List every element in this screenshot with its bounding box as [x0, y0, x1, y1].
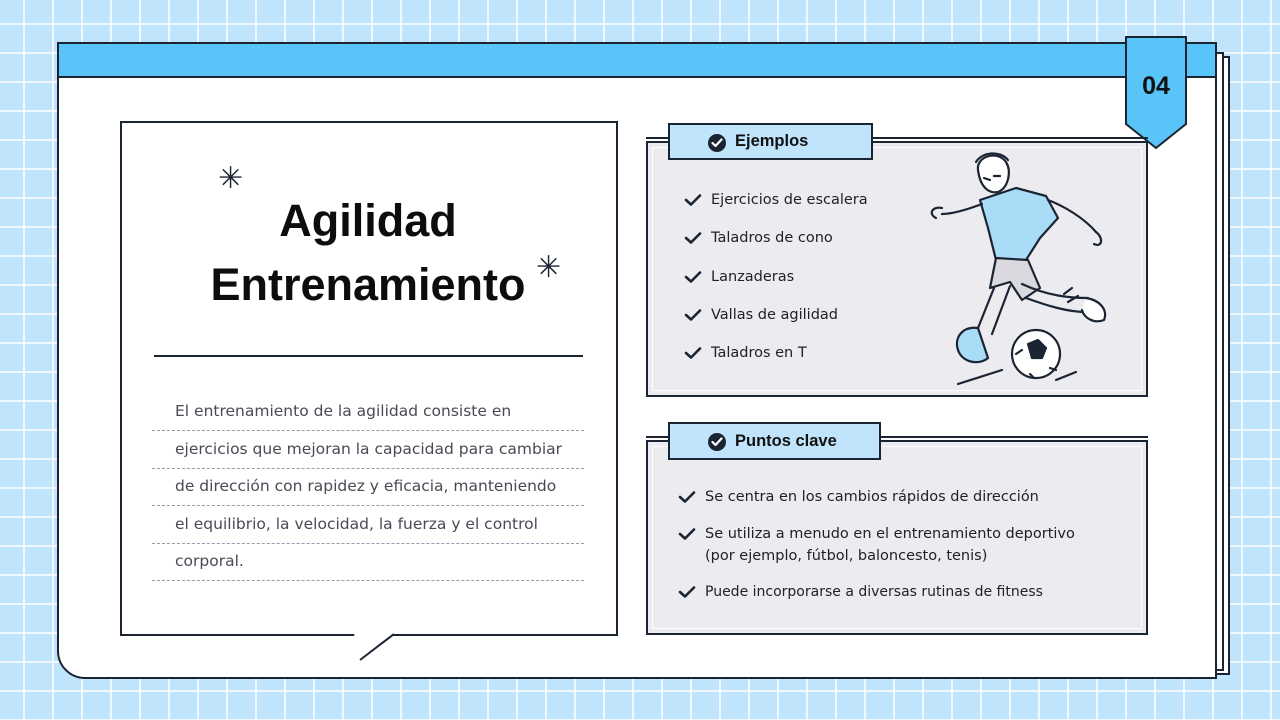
card-top-bar	[59, 44, 1215, 78]
keypoint-text: (por ejemplo, fútbol, baloncesto, tenis)	[705, 548, 988, 564]
description-line: de dirección con rapidez y eficacia, manteniendo	[152, 468, 584, 506]
keypoints-tab	[668, 422, 881, 460]
example-item: Taladros de cono	[684, 227, 833, 249]
example-item: Ejercicios de escalera	[684, 189, 868, 211]
examples-tab	[668, 123, 873, 160]
soccer-player-illustration	[918, 148, 1118, 388]
page-number: 04	[1142, 72, 1170, 100]
keypoint-item: Puede incorporarse a diversas rutinas de fitness	[678, 581, 1043, 603]
check-icon	[678, 523, 696, 545]
title-line-2: Entrenamiento	[210, 259, 526, 310]
check-icon	[684, 304, 702, 326]
check-icon	[678, 486, 696, 508]
keypoints-heading: Puntos clave	[735, 431, 837, 450]
sparkle-icon: ✳	[536, 250, 562, 285]
check-icon	[684, 227, 702, 249]
sparkle-icon: ✳	[218, 161, 244, 196]
example-item: Vallas de agilidad	[684, 304, 838, 326]
check-icon	[684, 189, 702, 211]
example-item: Lanzaderas	[684, 266, 794, 288]
keypoint-item	[678, 523, 1075, 567]
check-icon	[684, 266, 702, 288]
description-line: El entrenamiento de la agilidad consiste en	[152, 393, 584, 431]
description-line: el equilibrio, la velocidad, la fuerza y el control	[152, 506, 584, 544]
keypoint-item: Se centra en los cambios rápidos de dirección	[678, 486, 1039, 508]
title-divider	[154, 355, 583, 357]
example-item: Taladros en T	[684, 342, 807, 364]
title-line-1: Agilidad	[279, 195, 457, 246]
check-circle-icon	[708, 134, 726, 152]
examples-heading: Ejemplos	[735, 132, 809, 150]
check-icon	[678, 581, 696, 603]
keypoint-text: Se utiliza a menudo en el entrenamiento deportivo	[705, 526, 1075, 542]
check-icon	[684, 342, 702, 364]
check-circle-icon	[708, 433, 726, 451]
speech-bubble-tail	[340, 630, 440, 664]
description-line: corporal.	[152, 543, 584, 581]
description-line: ejercicios que mejoran la capacidad para cambiar	[152, 431, 584, 469]
